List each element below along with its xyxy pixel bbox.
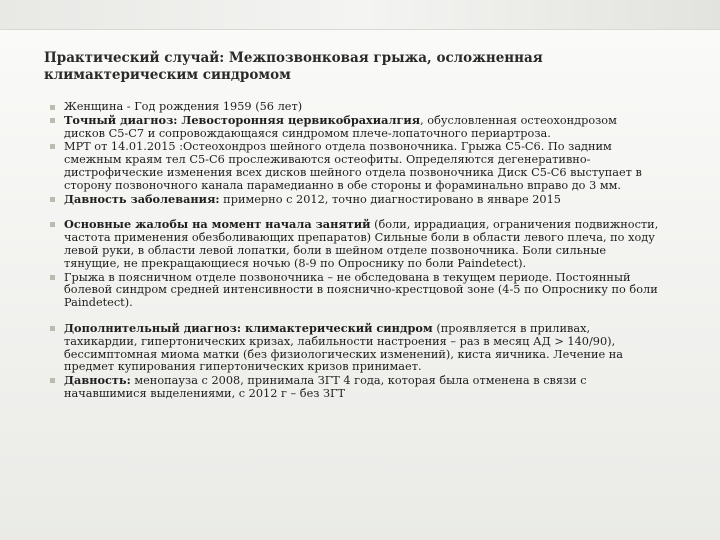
bullet-lumbar-hernia	[50, 271, 660, 310]
bullet-text: , обусловленная остеохондрозом дисков C5-C7 и сопровождающаяся синдромом плече-лопаточного периартроза.	[64, 113, 617, 140]
bullet-lead: Давность:	[64, 373, 131, 388]
bullet-text: МРТ от 14.01.2015 :Остеохондроз шейного отдела позвоночника. Грыжа С5-С6. По задним смежным краям тел С5-С6 прослеживаются остеофиты. Определяются дегенеративно-дистрофические изменения всех дисков шейного отдела позвоночника Диск С5-С6 выступает в сторону позвоночного канала парамедианно в обе стороны и фораминально вправо до 3 мм.	[64, 140, 642, 192]
bullet-lead: Точный диагноз: Левосторонняя цервикобрахиалгия	[64, 112, 421, 127]
bullet-mri	[50, 140, 660, 192]
slide-content	[50, 101, 660, 401]
bullet-lead: Женщина - Год рождения 1959 (56 лет)	[64, 100, 303, 113]
bullet-disease-duration	[50, 193, 660, 207]
bullet-text: (боли, иррадиация, ограничения подвижности, частота применения обезболивающих препаратов) Сильные боли в области левого плеча, по ходу левой руки, в области левой лопатки, боли в шейном отделе позвоночника. Боли сильные тянущие, не прекращающиеся ночью (8-9 по Опроснику по боли Paindetect).	[64, 218, 659, 270]
slide-header-band	[0, 0, 720, 30]
bullet-list	[50, 101, 660, 401]
bullet-additional-diagnosis	[50, 322, 660, 374]
bullet-lead: Давность заболевания:	[64, 191, 220, 206]
bullet-lead: Основные жалобы на момент начала занятий	[64, 217, 371, 232]
bullet-lead: Дополнительный диагноз: климактерический синдром	[64, 320, 433, 335]
bullet-menopause-duration	[50, 374, 660, 401]
bullet-text: примерно с 2012, точно диагностировано в январе 2015	[219, 192, 561, 206]
bullet-text: Грыжа в поясничном отделе позвоночника – не обследована в текущем периоде. Постоянный болевой синдром средней интенсивности в пояснично-крестцовой зоне (4-5 по Опроснику по боли Paindetect).	[64, 270, 658, 310]
bullet-text: (проявляется в приливах, тахикардии, гипертонических кризах, лабильности настроения – раз в месяц АД > 140/90), бессимптомная миома матки (без физиологических изменений), киста яичника. Лечение на предмет купирования гипертонических кризов принимает.	[64, 321, 624, 374]
bullet-main-complaints	[50, 218, 660, 270]
slide-title: Практический случай: Межпозвонковая грыжа, осложненная климактерическим синдромом	[44, 50, 543, 83]
bullet-diagnosis	[50, 114, 660, 141]
bullet-text: менопауза с 2008, принимала ЗГТ 4 года, которая была отменена в связи с начавшимися выделениями, с 2012 г – без ЗГТ	[64, 374, 587, 400]
